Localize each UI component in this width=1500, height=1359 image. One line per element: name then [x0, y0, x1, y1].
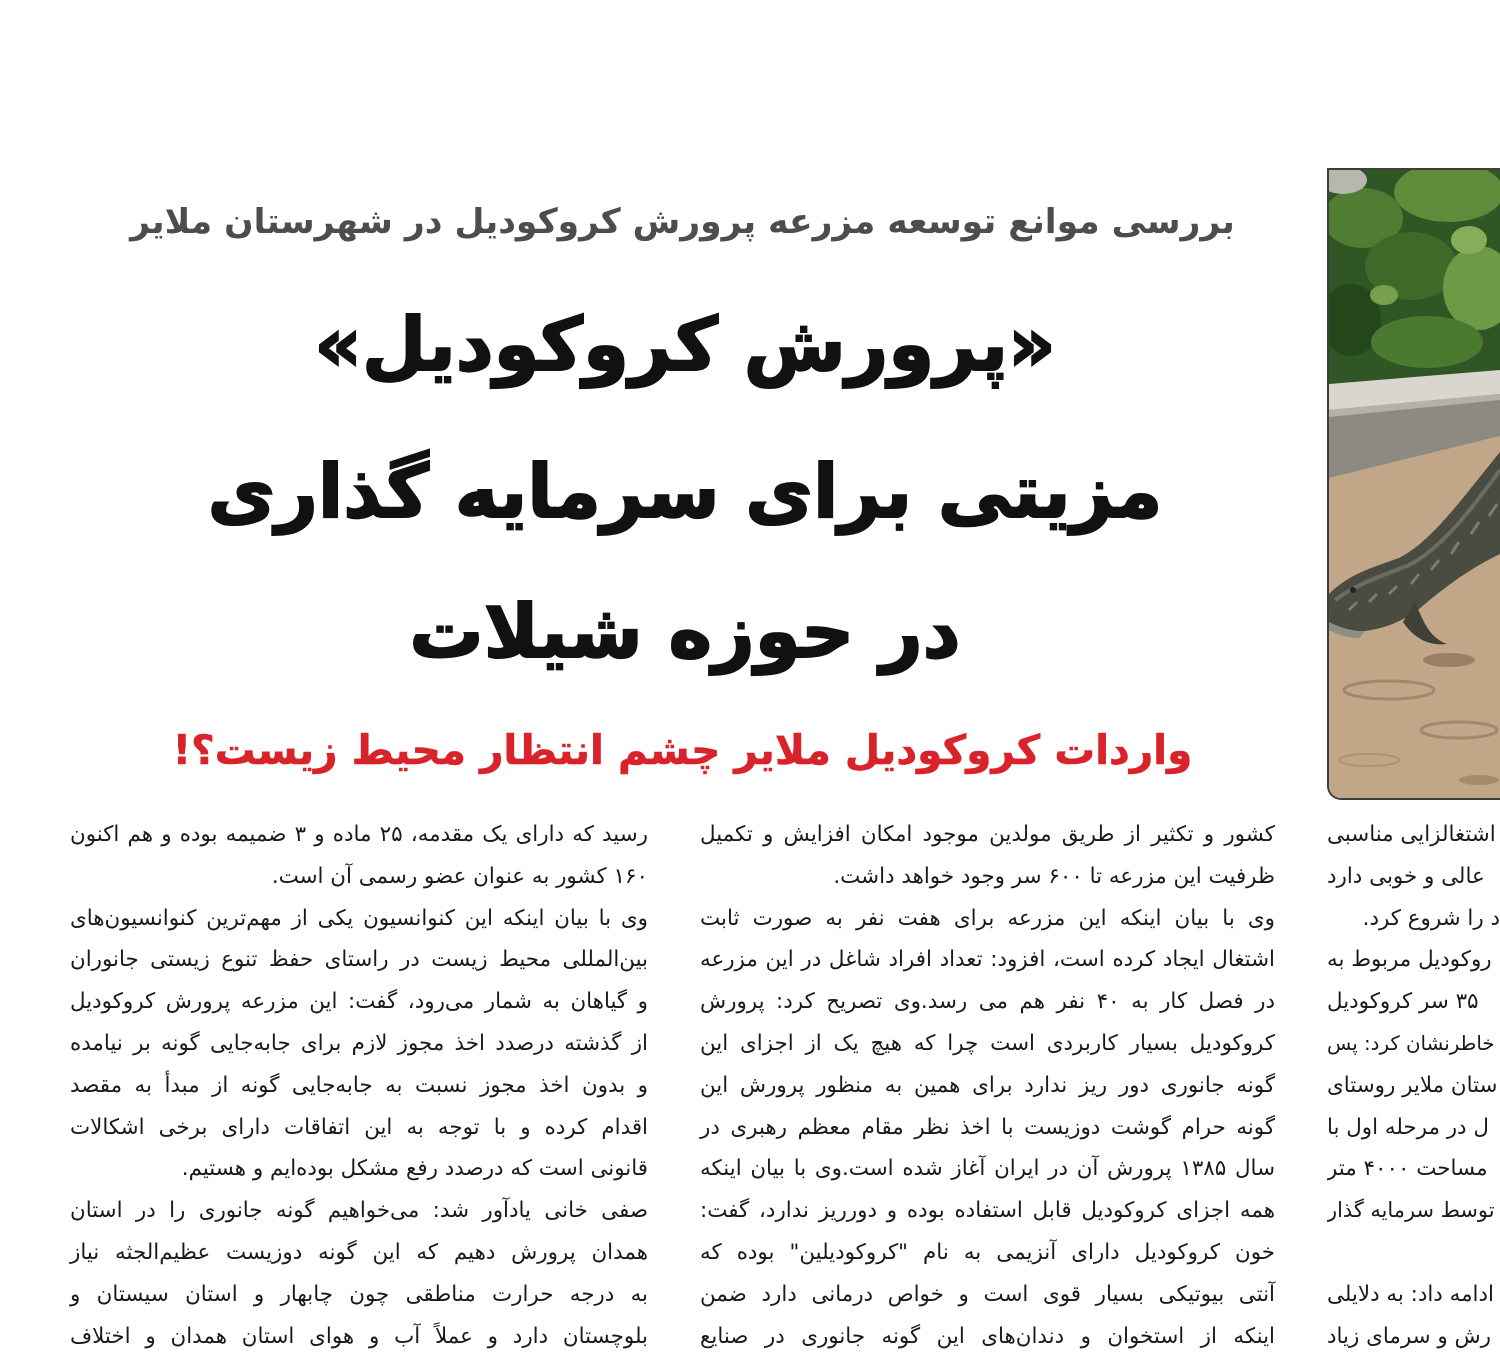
article-line: رش و سرمای زیاد — [1327, 1323, 1491, 1349]
article-line: د را شروع کرد. — [1362, 905, 1500, 931]
article-line: کشور و تکثیر از طریق مولدین موجود امکان افزایش و تکمیل — [700, 822, 1275, 847]
article-line: ۱۶۰ کشور به عنوان عضو رسمی آن است. — [271, 863, 648, 889]
article-line-spacer — [1327, 1232, 1500, 1274]
headline-line-3: در حوزه شیلات — [409, 589, 961, 675]
article-line: سال ۱۳۸۵ پرورش آن در ایران آغاز شده است.وی با بیان اینکه — [700, 1156, 1275, 1182]
article-line: ۳۵ سر کروکودیل — [1327, 989, 1479, 1015]
crocodile-photo — [1327, 168, 1500, 800]
article-line: روکودیل مربوط به — [1327, 947, 1492, 973]
article-line: در فصل کار به ۴۰ نفر هم می رسد.وی تصریح کرد: پرورش — [700, 989, 1275, 1015]
article-column-left — [70, 814, 648, 1357]
article-line: بلوچستان دارد و عملاً آب و هوای استان همدان و اختلاف — [70, 1323, 648, 1349]
article-line: همدان پرورش دهیم که این گونه دوزیست عظیم‌الجثه نیاز — [70, 1239, 648, 1265]
article-line: خون کروکودیل دارای آنزیمی به نام "کروکودیلین" بوده که — [700, 1239, 1275, 1265]
crocodile-photo-image — [1329, 170, 1500, 798]
article-line: اشتغال ایجاد کرده است، افزود: تعداد افراد شاغل در این مزرعه — [700, 947, 1275, 973]
article-line: توسط سرمایه گذار — [1327, 1198, 1495, 1223]
article-line: ظرفیت این مزرعه تا ۶۰۰ سر وجود خواهد داشت. — [833, 863, 1275, 889]
article-line: کروکودیل بسیار کاربردی است چرا که هیچ یک از اجزای این — [700, 1030, 1275, 1056]
article-line: گونه حرام گوشت دوزیست با اخذ نظر مقام معظم رهبری در — [700, 1114, 1275, 1140]
article-column-middle — [700, 814, 1275, 1357]
article-subtitle: واردات کروکودیل ملایر چشم انتظار محیط زیست؟! — [172, 726, 1193, 774]
article-line: ل در مرحله اول با — [1327, 1114, 1489, 1140]
article-line: ستان ملایر روستای — [1327, 1072, 1498, 1098]
article-line: صفی خانی یادآور شد: می‌خواهیم گونه جانوری را در استان — [70, 1198, 648, 1224]
article-line: عالی و خوبی دارد — [1327, 863, 1485, 889]
article-line: خاطرنشان کرد: پس — [1327, 1031, 1495, 1055]
article-line: آنتی بیوتیکی بسیار قوی است و خواص درمانی دارد ضمن — [700, 1281, 1275, 1307]
article-line: وی با بیان اینکه این کنوانسیون یکی از مهم‌ترین کنوانسیون‌های — [70, 905, 648, 931]
article-line: اینکه از استخوان و دندان‌های این گونه جانوری در صنایع — [700, 1323, 1275, 1349]
article-line: گونه جانوری دور ریز ندارد برای همین به منظور پرورش این — [700, 1072, 1275, 1098]
headline-line-2: مزیتی برای سرمایه گذاری — [207, 449, 1163, 535]
article-line: مساحت ۴۰۰۰ متر — [1327, 1156, 1488, 1182]
article-line: بین‌المللی محیط زیست در راستای حفظ تنوع زیستی جانوران — [70, 947, 648, 973]
article-line: به درجه حرارت مناطقی چون چابهار و استان سیستان و — [70, 1281, 648, 1307]
article-line: و بدون اخذ مجوز نسبت به جابه‌جایی گونه از مبدأ به مقصد — [70, 1072, 648, 1098]
article-line: و گیاهان به شمار می‌رود، گفت: این مزرعه پرورش کروکودیل — [70, 989, 648, 1015]
article-column-right — [1327, 814, 1500, 1357]
article-line: همه اجزای کروکودیل قابل استفاده بوده و دورریز ندارد، گفت: — [700, 1198, 1275, 1224]
headline-line-1: «پرورش کروکودیل» — [314, 302, 1056, 388]
article-line: وی با بیان اینکه این مزرعه برای هفت نفر به صورت ثابت — [700, 905, 1275, 931]
article-line: ادامه داد: به دلایلی — [1327, 1281, 1494, 1307]
article-line: از گذشته درصدد اخذ مجوز لازم برای جابه‌جایی گونه بر نیامده — [70, 1030, 648, 1056]
article-supertitle: بررسی موانع توسعه مزرعه پرورش کروکودیل در شهرستان ملایر — [130, 202, 1235, 242]
article-line: اقدام کرده و با توجه به این اتفاقات دارای برخی اشکالات — [70, 1114, 648, 1140]
article-line: قانونی است که درصدد رفع مشکل بوده‌ایم و هستیم. — [181, 1156, 648, 1182]
article-headline — [80, 275, 1290, 705]
article-line: رسید که دارای یک مقدمه، ۲۵ ماده و ۳ ضمیمه بوده و هم اکنون — [70, 822, 648, 847]
article-line: اشتغالزایی مناسبی — [1327, 822, 1496, 847]
